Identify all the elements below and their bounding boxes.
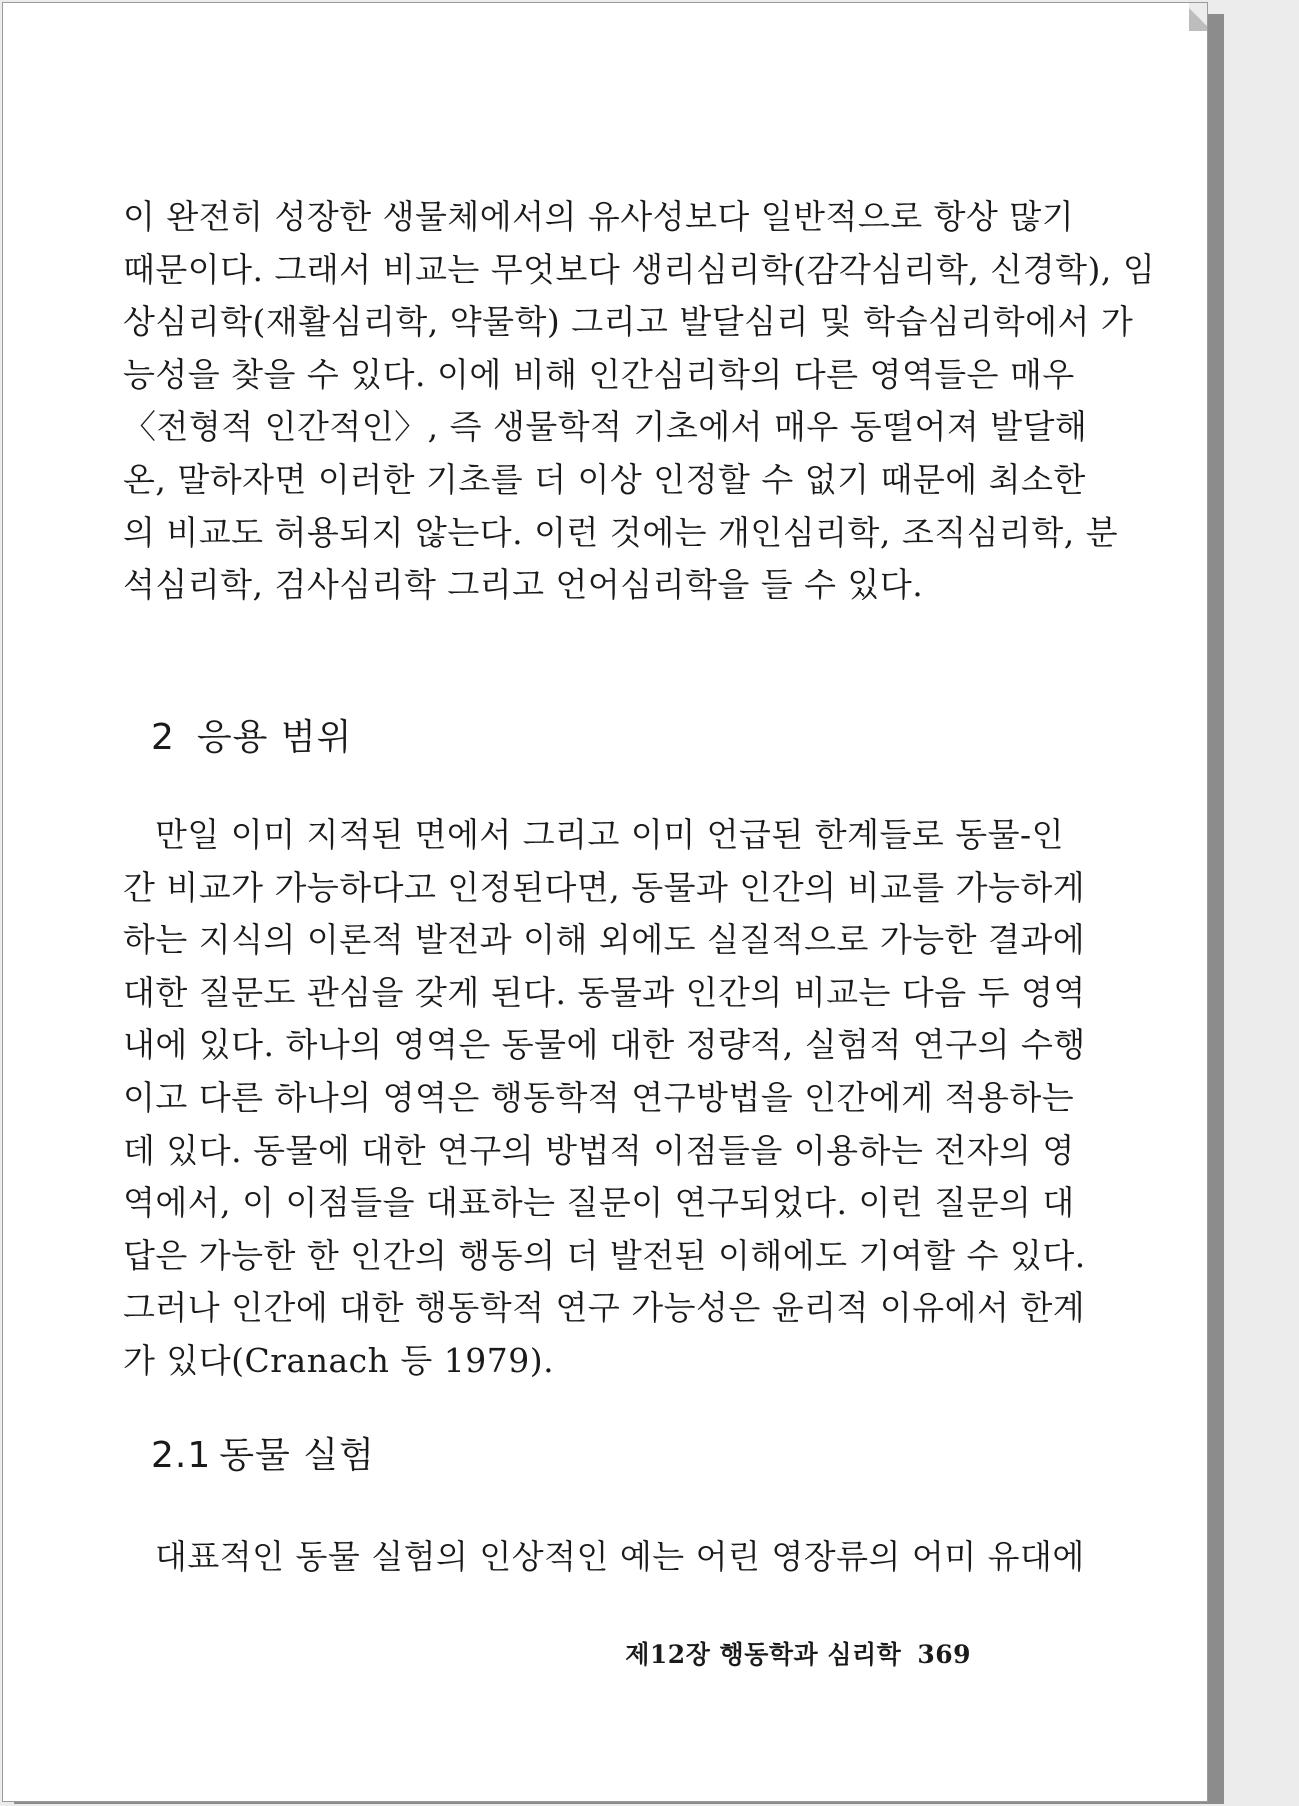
section-number: 2.1 xyxy=(151,1435,212,1476)
text-line: 간 비교가 가능하다고 인정된다면, 동물과 인간의 비교를 가능하게 xyxy=(123,867,1086,907)
text-line: 대표적인 동물 실험의 인상적인 예는 어린 영장류의 어미 유대에 xyxy=(155,1537,1085,1576)
section-title: 응용 범위 xyxy=(196,717,353,758)
page-corner-fold xyxy=(1189,3,1207,31)
text-line: 그러나 인간에 대한 행동학적 연구 가능성은 윤리적 이유에서 한계 xyxy=(123,1288,1086,1328)
paragraph-1 xyxy=(123,191,1156,612)
paragraph-2 xyxy=(123,809,1086,1388)
text-line: 이 완전히 성장한 생물체에서의 유사성보다 일반적으로 항상 많기 xyxy=(123,197,1075,236)
text-line: 가 있다(Cranach 등 1979). xyxy=(123,1340,555,1380)
text-line: 상심리학(재활심리학, 약물학) 그리고 발달심리 및 학습심리학에서 가 xyxy=(123,302,1134,342)
text-line: 데 있다. 동물에 대한 연구의 방법적 이점들을 이용하는 전자의 영 xyxy=(123,1130,1075,1170)
text-line: 석심리학, 검사심리학 그리고 언어심리학을 들 수 있다. xyxy=(123,565,924,605)
paragraph-3-text xyxy=(123,1531,1085,1584)
chapter-title: 제12장 행동학과 심리학 xyxy=(625,1640,902,1669)
section-number: 2 xyxy=(151,717,175,758)
text-line: 역에서, 이 이점들을 대표하는 질문이 연구되었다. 이런 질문의 대 xyxy=(123,1183,1075,1223)
text-line: 내에 있다. 하나의 영역은 동물에 대한 정량적, 실험적 연구의 수행 xyxy=(123,1025,1086,1065)
section-heading-2 xyxy=(151,709,352,760)
page-footer xyxy=(625,1635,971,1671)
text-line: 하는 지식의 이론적 발전과 이해 외에도 실질적으로 가능한 결과에 xyxy=(123,920,1086,960)
text-line: 〈전형적 인간적인〉, 즉 생물학적 기초에서 매우 동떨어져 발달해 xyxy=(123,407,1088,447)
text-line: 능성을 찾을 수 있다. 이에 비해 인간심리학의 다른 영역들은 매우 xyxy=(123,354,1075,394)
text-line: 의 비교도 허용되지 않는다. 이런 것에는 개인심리학, 조직심리학, 분 xyxy=(123,512,1119,552)
document-page xyxy=(2,2,1208,1802)
section-title: 동물 실험 xyxy=(219,1435,375,1476)
text-line: 온, 말하자면 이러한 기초를 더 이상 인정할 수 없기 때문에 최소한 xyxy=(123,459,1086,499)
paragraph-3 xyxy=(123,1531,1085,1584)
text-line: 대한 질문도 관심을 갖게 된다. 동물과 인간의 비교는 다음 두 영역 xyxy=(123,972,1086,1012)
section-heading-2-1 xyxy=(151,1427,375,1478)
text-line: 만일 이미 지적된 면에서 그리고 이미 언급된 한계들로 동물-인 xyxy=(155,815,1065,854)
paragraph-1-text xyxy=(123,191,1156,612)
page-number: 369 xyxy=(917,1640,971,1669)
text-line: 답은 가능한 한 인간의 행동의 더 발전된 이해에도 기여할 수 있다. xyxy=(123,1235,1086,1275)
paragraph-2-text xyxy=(123,809,1086,1388)
text-line: 때문이다. 그래서 비교는 무엇보다 생리심리학(감각심리학, 신경학), 임 xyxy=(123,249,1156,289)
text-line: 이고 다른 하나의 영역은 행동학적 연구방법을 인간에게 적용하는 xyxy=(123,1077,1075,1117)
